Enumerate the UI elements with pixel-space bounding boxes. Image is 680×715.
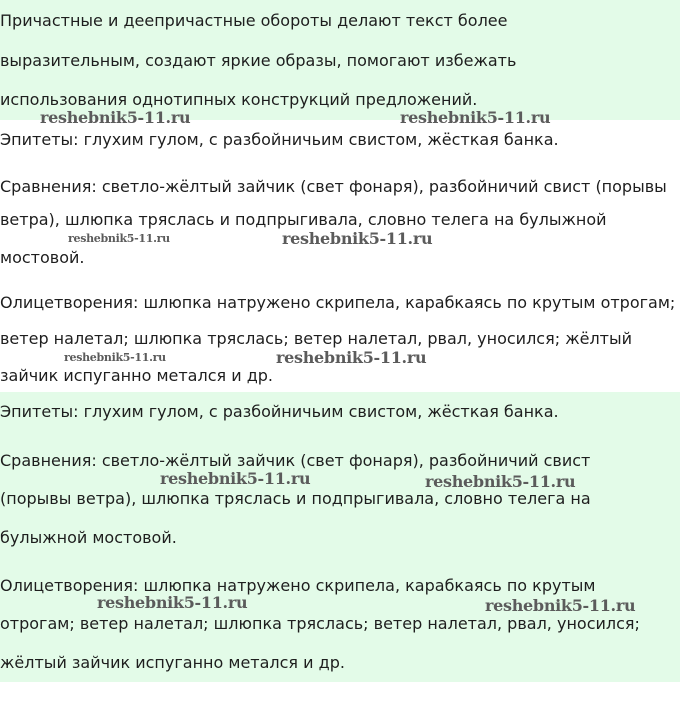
personifications-line-1: Олицетворения: шлюпка натружено скрипела, карабкаясь по крутым отрогам; <box>0 293 676 312</box>
watermark: reshebnik5-11.ru <box>97 593 248 612</box>
watermark: reshebnik5-11.ru <box>282 229 433 248</box>
watermark: reshebnik5-11.ru <box>276 348 427 367</box>
watermark: reshebnik5-11.ru <box>160 469 311 488</box>
comparisons-line-2: ветра), шлюпка тряслась и подпрыгивала, словно телега на булыжной <box>0 210 607 229</box>
watermark: reshebnik5-11.ru <box>485 596 636 615</box>
watermark: reshebnik5-11.ru <box>400 108 551 127</box>
intro-block <box>0 0 680 120</box>
comparisons-line-3: мостовой. <box>0 248 85 267</box>
personifications-line-1: Олицетворения: шлюпка натружено скрипела, карабкаясь по крутым <box>0 576 596 595</box>
watermark: reshebnik5-11.ru <box>425 472 576 491</box>
watermark: reshebnik5-11.ru <box>40 108 191 127</box>
intro-line-1: Причастные и деепричастные обороты делают текст более <box>0 11 508 30</box>
personifications-line-2: отрогам; ветер налетал; шлюпка тряслась; ветер налетал, рвал, уносился; <box>0 614 640 633</box>
epithets-line-1: Эпитеты: глухим гулом, с разбойничьим свистом, жёсткая банка. <box>0 130 559 149</box>
watermark: reshebnik5-11.ru <box>68 232 170 245</box>
epithets-line-1: Эпитеты: глухим гулом, с разбойничьим свистом, жёсткая банка. <box>0 402 559 421</box>
watermark: reshebnik5-11.ru <box>64 351 166 364</box>
comparisons-line-1: Сравнения: светло-жёлтый зайчик (свет фонаря), разбойничий свист <box>0 451 591 470</box>
personifications-line-3: жёлтый зайчик испуганно метался и др. <box>0 653 345 672</box>
intro-line-3: использования однотипных конструкций предложений. <box>0 90 478 109</box>
personifications-line-3: зайчик испуганно метался и др. <box>0 366 274 385</box>
comparisons-line-2: (порывы ветра), шлюпка тряслась и подпрыгивала, словно телега на <box>0 489 591 508</box>
comparisons-line-3: булыжной мостовой. <box>0 528 177 547</box>
comparisons-line-1: Сравнения: светло-жёлтый зайчик (свет фонаря), разбойничий свист (порывы <box>0 177 667 196</box>
intro-line-2: выразительным, создают яркие образы, помогают избежать <box>0 51 517 70</box>
personifications-line-2: ветер налетал; шлюпка тряслась; ветер налетал, рвал, уносился; жёлтый <box>0 329 633 348</box>
analysis-block-2 <box>0 392 680 682</box>
